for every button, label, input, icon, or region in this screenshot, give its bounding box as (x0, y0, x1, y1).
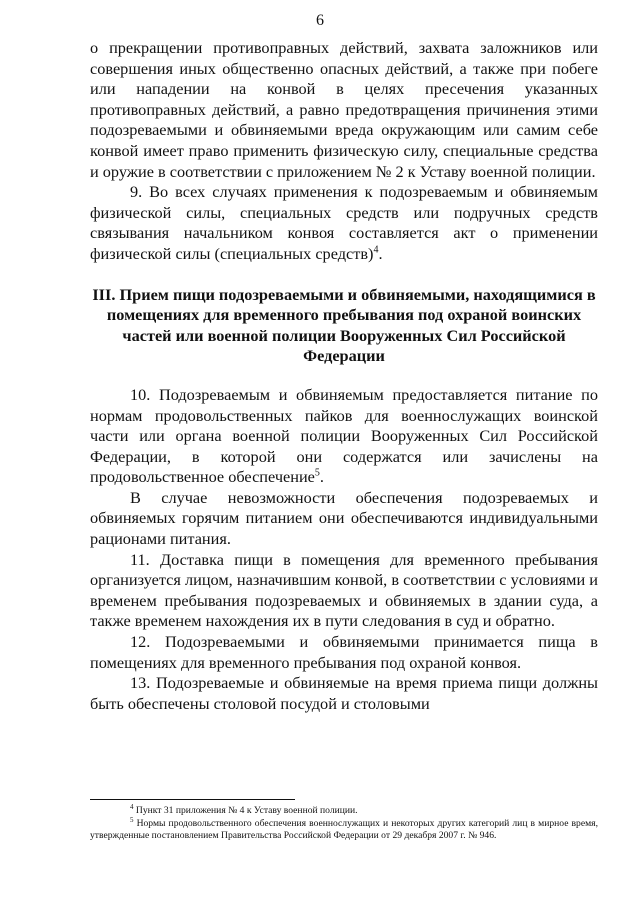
paragraph-9-end: . (378, 243, 383, 263)
footnote-ref-5: 5 (314, 467, 320, 479)
paragraph-10-text: 10. Подозреваемым и обвиняемым предоставляется питание по нормам продовольственных пайков для военнослужащих воинской части или органа военной полиции Вооруженных Сил Российской Федерации, в которой они содержатся или зачислены на продовольственное обеспечение (90, 384, 598, 487)
document-body (90, 38, 598, 714)
section-heading: III. Прием пищи подозреваемыми и обвиняемыми, находящимися в помещениях для временного пребывания под охраной воинских частей или военной полиции Вооруженных Сил Российской Федерации (92, 284, 596, 366)
footnote-4 (90, 802, 598, 818)
footnote-separator (90, 799, 295, 800)
paragraph-12: 12. Подозреваемыми и обвиняемыми принимается пища в помещениях для временного пребывания под охраной конвоя. (90, 632, 598, 672)
paragraph-9 (90, 182, 598, 264)
footnote-5-mark: 5 (130, 815, 134, 824)
page-number: 6 (316, 12, 324, 29)
paragraph-13: 13. Подозреваемые и обвиняемые на время приема пищи должны быть обеспечены столовой посудой и столовыми (90, 673, 598, 713)
footnote-ref-4: 4 (373, 244, 379, 256)
footnote-5 (90, 815, 598, 843)
paragraph-10 (90, 385, 598, 488)
footnotes (90, 802, 598, 843)
paragraph-9-text: 9. Во всех случаях применения к подозреваемым и обвиняемым физической силы, специальных средств или подручных средств связывания начальником конвоя составляется акт о применении физической силы (специальных средств) (90, 182, 598, 263)
paragraph-10b: В случае невозможности обеспечения подозреваемых и обвиняемых горячим питанием они обеспечиваются индивидуальными рационами питания. (90, 487, 598, 549)
footnote-4-mark: 4 (130, 802, 134, 811)
paragraph-8-continuation: о прекращении противоправных действий, захвата заложников или совершения иных общественно опасных действий, а также при побеге или нападении на конвой в целях пресечения указанных противоправных действий, а равно предотвращения причинения этими подозреваемыми и обвиняемыми вреда окружающим или самим себе конвой имеет право применить физическую силу, специальные средства и оружие в соответствии с приложением № 2 к Уставу военной полиции. (90, 38, 598, 181)
footnote-4-text: Пункт 31 приложения № 4 к Уставу военной полиции. (133, 805, 358, 816)
paragraph-11: 11. Доставка пищи в помещения для временного пребывания организуется лицом, назначившим конвой, в соответствии с условиями и временем пребывания подозреваемых и обвиняемых в здании суда, а также временем нахождения их в пути следования в суд и обратно. (90, 549, 598, 631)
paragraph-10-end: . (319, 467, 324, 487)
footnote-5-text: Нормы продовольственного обеспечения военнослужащих и некоторых других категорий лиц в мирное время, утвержденные постановлением Правительства Российской Федерации от 29 декабря 2007 г. № 946. (90, 817, 598, 842)
